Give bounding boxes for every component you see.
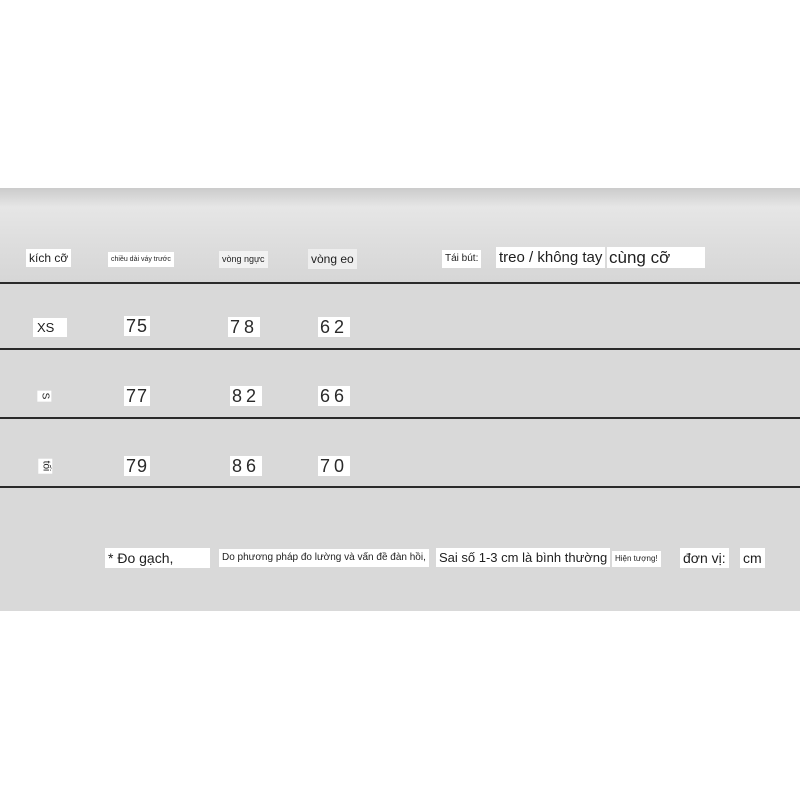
row-waist: 62 xyxy=(320,317,349,337)
header-front-length: chiều dài váy trước xyxy=(108,252,174,267)
header-band xyxy=(0,188,800,283)
divider-1 xyxy=(0,282,800,284)
footer-note-3: Sai số 1-3 cm là bình thường xyxy=(436,548,610,567)
row-bust: 78 xyxy=(230,317,259,337)
header-note-label: Tái bút: xyxy=(442,250,481,268)
row-front-length: 77 xyxy=(126,386,149,406)
header-bust: vòng ngực xyxy=(219,251,268,268)
unit-value: cm xyxy=(740,548,765,568)
row-size: S xyxy=(39,392,51,400)
size-chart-panel xyxy=(0,188,800,611)
header-note-tail: cùng cỡ xyxy=(607,247,705,268)
row-size: XS xyxy=(33,318,67,337)
unit-label: đơn vị: xyxy=(680,548,729,568)
divider-2 xyxy=(0,348,800,350)
divider-3 xyxy=(0,417,800,419)
row-bust: 86 xyxy=(232,456,261,476)
header-note-value: treo / không tay xyxy=(496,247,605,268)
row-front-length: 79 xyxy=(126,456,149,476)
footer-note-1: * Đo gạch, xyxy=(105,548,210,568)
row-front-length: 75 xyxy=(126,316,149,336)
footer-note-2: Do phương pháp đo lường và vấn đề đàn hồi, xyxy=(219,549,429,567)
row-waist: 66 xyxy=(320,386,349,406)
header-waist: vòng eo xyxy=(308,249,357,269)
footer-note-4: Hiện tượng! xyxy=(612,551,661,567)
row-size: tối xyxy=(40,460,52,472)
header-size: kích cỡ xyxy=(26,249,71,267)
divider-4 xyxy=(0,486,800,488)
row-bust: 82 xyxy=(232,386,261,406)
row-waist: 70 xyxy=(320,456,349,476)
